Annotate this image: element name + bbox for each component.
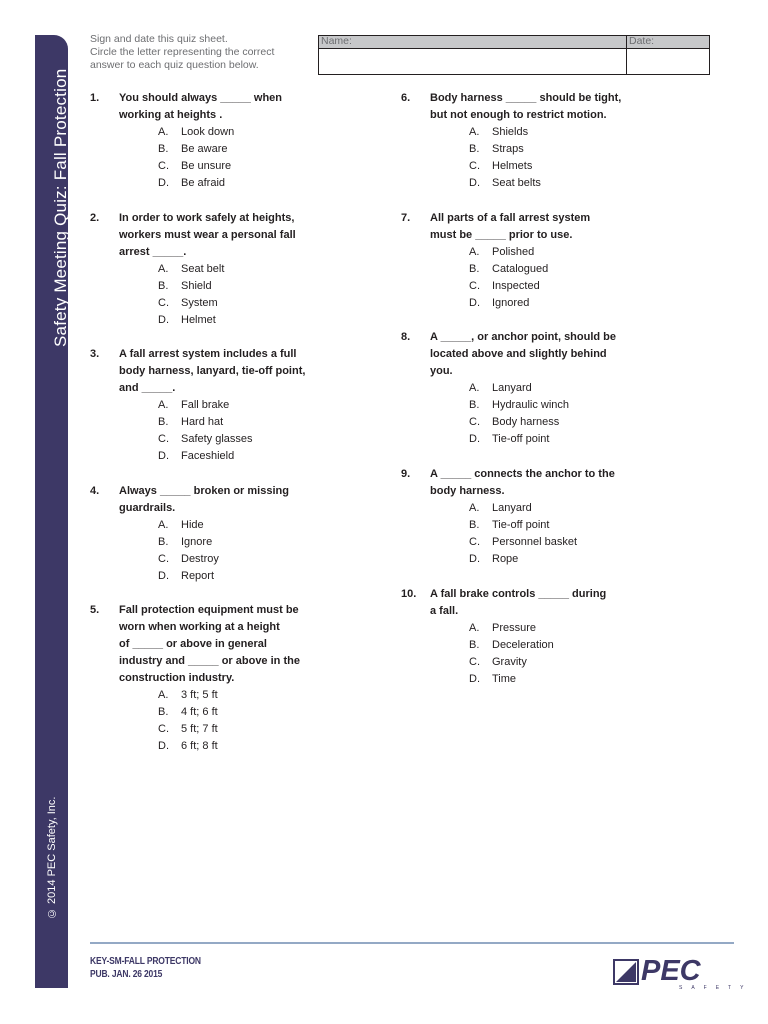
option-letter[interactable]: C. bbox=[469, 160, 480, 172]
answer-option[interactable] bbox=[469, 278, 540, 295]
answer-option[interactable] bbox=[469, 534, 577, 551]
question-number: 7. bbox=[401, 212, 411, 224]
question-text-line: body harness, lanyard, tie-off point, bbox=[119, 365, 306, 377]
option-text: Seat belts bbox=[492, 177, 541, 189]
question-text-line: worn when working at a height bbox=[119, 621, 280, 633]
option-letter[interactable]: C. bbox=[158, 723, 169, 735]
option-text: 3 ft; 5 ft bbox=[181, 689, 218, 701]
option-text: Time bbox=[492, 673, 517, 685]
question-text-line: construction industry. bbox=[119, 672, 235, 684]
option-letter[interactable]: D. bbox=[158, 740, 169, 752]
instructions bbox=[90, 33, 315, 72]
option-letter[interactable]: A. bbox=[158, 519, 169, 531]
option-letter[interactable]: D. bbox=[469, 433, 480, 445]
option-letter[interactable]: B. bbox=[469, 143, 480, 155]
option-text: Hydraulic winch bbox=[492, 399, 570, 411]
answer-option[interactable] bbox=[158, 397, 229, 414]
logo-wordmark: PEC bbox=[641, 955, 701, 987]
option-letter[interactable]: B. bbox=[158, 706, 169, 718]
answer-option[interactable] bbox=[158, 158, 231, 175]
option-text: Ignore bbox=[181, 536, 213, 548]
option-letter[interactable]: C. bbox=[158, 160, 169, 172]
pec-logo-icon bbox=[613, 959, 639, 985]
question-text-line: must be _____ prior to use. bbox=[430, 229, 573, 241]
option-text: Helmet bbox=[181, 314, 216, 326]
pec-logo bbox=[613, 954, 753, 991]
option-text: System bbox=[181, 297, 218, 309]
option-text: Seat belt bbox=[181, 263, 225, 275]
option-letter[interactable]: D. bbox=[469, 553, 480, 565]
option-text: 6 ft; 8 ft bbox=[181, 740, 218, 752]
name-date-form bbox=[318, 35, 710, 75]
option-letter[interactable]: C. bbox=[469, 536, 480, 548]
option-text: Lanyard bbox=[492, 382, 532, 394]
answer-option[interactable] bbox=[469, 244, 534, 261]
option-text: Straps bbox=[492, 143, 524, 155]
answer-option[interactable] bbox=[469, 517, 549, 534]
answer-option[interactable] bbox=[158, 721, 218, 738]
option-letter[interactable]: A. bbox=[158, 689, 169, 701]
answer-option[interactable] bbox=[469, 175, 541, 192]
answer-option[interactable] bbox=[158, 738, 218, 755]
question-text bbox=[430, 466, 645, 500]
document-code bbox=[90, 955, 201, 981]
question-text-line: guardrails. bbox=[119, 502, 176, 514]
instruction-line: Sign and date this quiz sheet. bbox=[90, 33, 228, 45]
name-label: Name: bbox=[321, 35, 352, 47]
question-number: 4. bbox=[90, 485, 100, 497]
question-text-line: A _____ connects the anchor to the bbox=[430, 468, 615, 480]
option-letter[interactable]: C. bbox=[158, 433, 169, 445]
doc-key-line: KEY-SM-FALL PROTECTION bbox=[90, 956, 201, 967]
option-text: 5 ft; 7 ft bbox=[181, 723, 218, 735]
question-text-line: of _____ or above in general bbox=[119, 638, 267, 650]
option-letter[interactable]: A. bbox=[158, 399, 169, 411]
option-letter[interactable]: A. bbox=[158, 126, 169, 138]
question-number: 3. bbox=[90, 348, 100, 360]
footer-divider bbox=[90, 942, 734, 944]
answer-option[interactable] bbox=[469, 620, 536, 637]
option-letter[interactable]: D. bbox=[469, 673, 480, 685]
question-text bbox=[430, 329, 645, 380]
option-letter[interactable]: C. bbox=[469, 280, 480, 292]
name-field[interactable] bbox=[319, 49, 626, 74]
option-text: Hide bbox=[181, 519, 204, 531]
option-text: Inspected bbox=[492, 280, 540, 292]
option-text: 4 ft; 6 ft bbox=[181, 706, 218, 718]
date-label: Date: bbox=[629, 35, 655, 47]
option-letter[interactable]: A. bbox=[469, 246, 480, 258]
answer-option[interactable] bbox=[158, 551, 219, 568]
option-letter[interactable]: B. bbox=[158, 416, 169, 428]
answer-option[interactable] bbox=[469, 124, 528, 141]
question-text bbox=[430, 586, 645, 620]
answer-option[interactable] bbox=[158, 295, 218, 312]
doc-pub-line: PUB. JAN. 26 2015 bbox=[90, 969, 163, 980]
option-letter[interactable]: B. bbox=[158, 536, 169, 548]
option-text: Safety glasses bbox=[181, 433, 253, 445]
question-number: 1. bbox=[90, 92, 100, 104]
option-text: Be aware bbox=[181, 143, 228, 155]
question-text-line: workers must wear a personal fall bbox=[119, 229, 296, 241]
option-letter[interactable]: A. bbox=[469, 382, 480, 394]
option-letter[interactable]: A. bbox=[158, 263, 169, 275]
question-text-line: A fall arrest system includes a full bbox=[119, 348, 297, 360]
option-letter[interactable]: A. bbox=[469, 502, 480, 514]
question-number: 5. bbox=[90, 604, 100, 616]
question-text bbox=[430, 210, 645, 244]
option-text: Helmets bbox=[492, 160, 533, 172]
question-text-line: A fall brake controls _____ during bbox=[430, 588, 607, 600]
question-text-line: You should always _____ when bbox=[119, 92, 283, 104]
answer-option[interactable] bbox=[469, 500, 532, 517]
option-text: Destroy bbox=[181, 553, 219, 565]
question-text-line: body harness. bbox=[430, 485, 505, 497]
question-text-line: arrest _____. bbox=[119, 246, 187, 258]
answer-option[interactable] bbox=[158, 568, 214, 585]
option-text: Tie-off point bbox=[492, 519, 550, 531]
answer-option[interactable] bbox=[158, 414, 223, 431]
option-text: Report bbox=[181, 570, 215, 582]
answer-option[interactable] bbox=[158, 141, 227, 158]
option-text: Shields bbox=[492, 126, 529, 138]
option-letter[interactable]: C. bbox=[469, 416, 480, 428]
option-text: Be unsure bbox=[181, 160, 232, 172]
option-letter[interactable]: D. bbox=[469, 297, 480, 309]
option-letter[interactable]: D. bbox=[158, 570, 169, 582]
question-text-line: working at heights . bbox=[119, 109, 223, 121]
option-text: Shield bbox=[181, 280, 212, 292]
option-text: Deceleration bbox=[492, 639, 554, 651]
option-letter[interactable]: B. bbox=[158, 143, 169, 155]
option-text: Pressure bbox=[492, 622, 537, 634]
option-text: Tie-off point bbox=[492, 433, 550, 445]
option-letter[interactable]: D. bbox=[469, 177, 480, 189]
question-text-line: In order to work safely at heights, bbox=[119, 212, 295, 224]
answer-option[interactable] bbox=[469, 414, 559, 431]
answer-option[interactable] bbox=[158, 261, 224, 278]
answer-option[interactable] bbox=[469, 637, 554, 654]
option-letter[interactable]: B. bbox=[158, 280, 169, 292]
date-field[interactable] bbox=[627, 49, 709, 74]
logo-subtext: SAFETY bbox=[679, 985, 753, 991]
option-text: Body harness bbox=[492, 416, 560, 428]
option-letter[interactable]: B. bbox=[469, 639, 480, 651]
option-letter[interactable]: B. bbox=[469, 519, 480, 531]
answer-option[interactable] bbox=[469, 380, 532, 397]
option-text: Catalogued bbox=[492, 263, 549, 275]
question-text-line: All parts of a fall arrest system bbox=[430, 212, 591, 224]
question-number: 6. bbox=[401, 92, 411, 104]
option-text: Ignored bbox=[492, 297, 530, 309]
option-text: Personnel basket bbox=[492, 536, 577, 548]
answer-option[interactable] bbox=[469, 158, 532, 175]
question-number: 2. bbox=[90, 212, 100, 224]
question-text-line: Fall protection equipment must be bbox=[119, 604, 299, 616]
option-text: Hard hat bbox=[181, 416, 224, 428]
question-text-line: but not enough to restrict motion. bbox=[430, 109, 607, 121]
option-letter[interactable]: A. bbox=[469, 126, 480, 138]
question-text-line: Always _____ broken or missing bbox=[119, 485, 289, 497]
option-text: Look down bbox=[181, 126, 235, 138]
question-text-line: and _____. bbox=[119, 382, 176, 394]
answer-option[interactable] bbox=[158, 534, 212, 551]
option-letter[interactable]: C. bbox=[158, 553, 169, 565]
option-letter[interactable]: B. bbox=[469, 263, 480, 275]
option-letter[interactable]: C. bbox=[158, 297, 169, 309]
answer-option[interactable] bbox=[469, 431, 549, 448]
question-text-line: Body harness _____ should be tight, bbox=[430, 92, 622, 104]
answer-option[interactable] bbox=[158, 431, 253, 448]
question-number: 10. bbox=[401, 588, 417, 600]
question-text bbox=[119, 602, 334, 687]
instruction-line: Circle the letter representing the correct bbox=[90, 46, 275, 58]
answer-option[interactable] bbox=[158, 687, 218, 704]
answer-option[interactable] bbox=[158, 312, 216, 329]
instruction-line: answer to each quiz question below. bbox=[90, 59, 259, 71]
option-text: Faceshield bbox=[181, 450, 235, 462]
option-letter[interactable]: D. bbox=[158, 177, 169, 189]
answer-option[interactable] bbox=[158, 704, 218, 721]
answer-option[interactable] bbox=[469, 295, 529, 312]
quiz-title: Safety Meeting Quiz: Fall Protection bbox=[51, 68, 70, 347]
question-text-line: located above and slightly behind bbox=[430, 348, 607, 360]
question-text-line: you. bbox=[430, 365, 453, 377]
answer-option[interactable] bbox=[158, 448, 234, 465]
option-letter[interactable]: A. bbox=[469, 622, 480, 634]
answer-option[interactable] bbox=[469, 141, 524, 158]
option-letter[interactable]: C. bbox=[469, 656, 480, 668]
option-text: Polished bbox=[492, 246, 535, 258]
question-number: 9. bbox=[401, 468, 411, 480]
question-number: 8. bbox=[401, 331, 411, 343]
option-letter[interactable]: D. bbox=[158, 314, 169, 326]
option-text: Be afraid bbox=[181, 177, 226, 189]
question-text bbox=[119, 90, 334, 124]
answer-option[interactable] bbox=[469, 671, 516, 688]
question-text bbox=[119, 210, 334, 261]
question-text bbox=[119, 483, 334, 517]
answer-option[interactable] bbox=[158, 124, 234, 141]
answer-option[interactable] bbox=[158, 175, 225, 192]
option-text: Fall brake bbox=[181, 399, 230, 411]
answer-option[interactable] bbox=[158, 517, 204, 534]
option-text: Rope bbox=[492, 553, 519, 565]
question-text bbox=[430, 90, 645, 124]
option-letter[interactable]: D. bbox=[158, 450, 169, 462]
answer-option[interactable] bbox=[158, 278, 212, 295]
answer-option[interactable] bbox=[469, 654, 527, 671]
answer-option[interactable] bbox=[469, 261, 548, 278]
option-letter[interactable]: B. bbox=[469, 399, 480, 411]
answer-option[interactable] bbox=[469, 551, 518, 568]
question-text-line: a fall. bbox=[430, 605, 459, 617]
answer-option[interactable] bbox=[469, 397, 569, 414]
question-text-line: industry and _____ or above in the bbox=[119, 655, 300, 667]
question-text bbox=[119, 346, 334, 397]
question-text-line: A _____, or anchor point, should be bbox=[430, 331, 617, 343]
option-text: Gravity bbox=[492, 656, 527, 668]
copyright-notice: © 2014 PEC Safety, Inc. bbox=[46, 797, 58, 920]
option-text: Lanyard bbox=[492, 502, 532, 514]
